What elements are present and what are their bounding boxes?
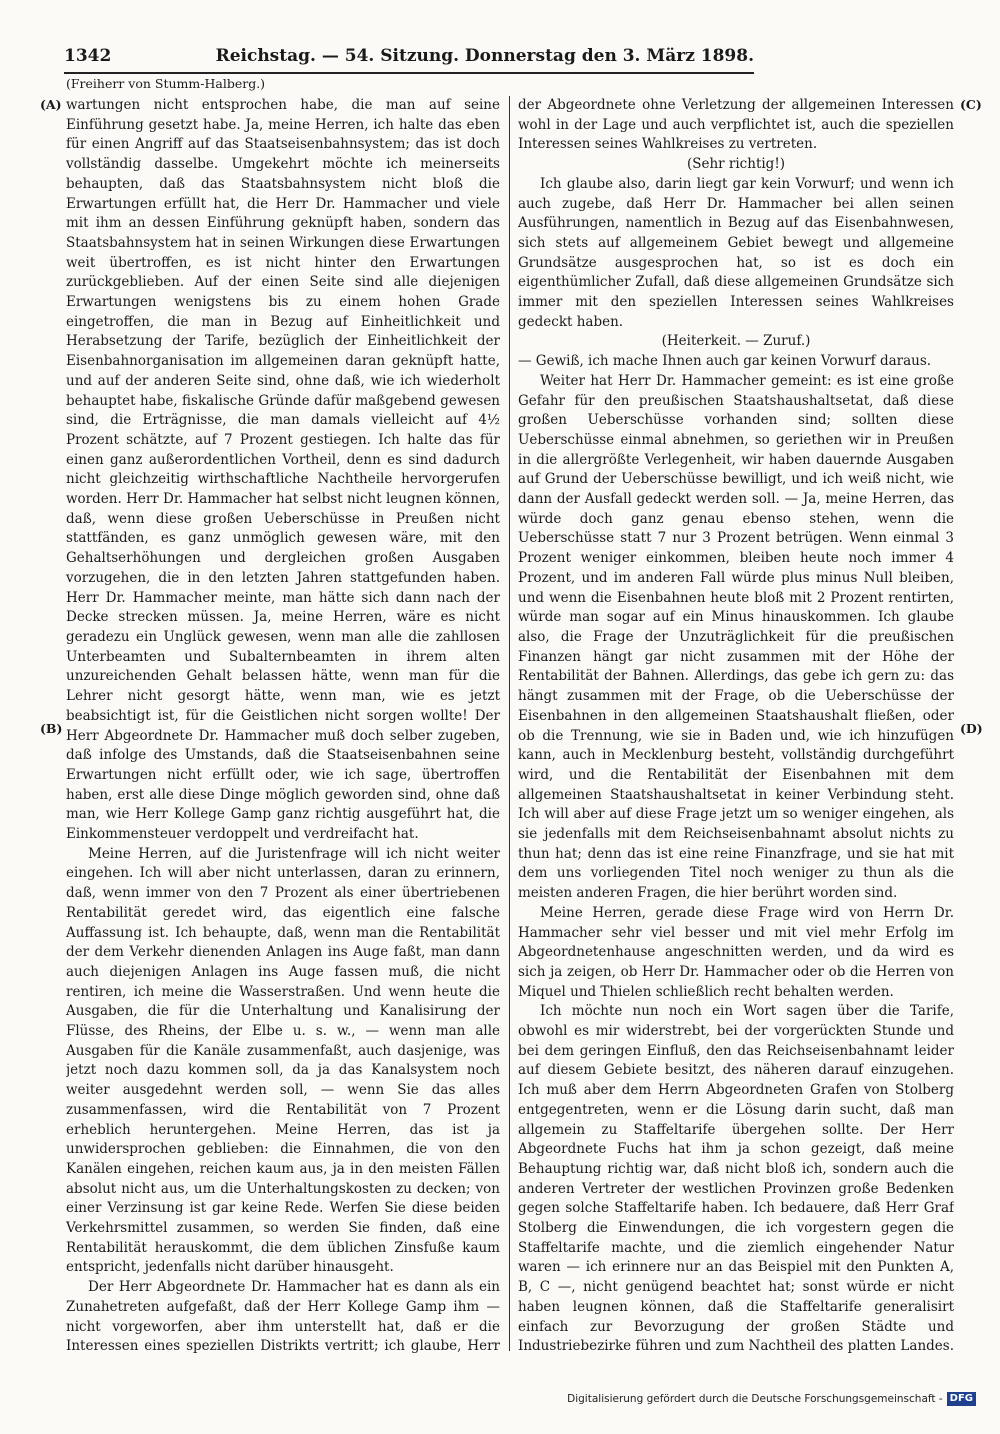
margin-marker-b: (B) xyxy=(40,721,63,736)
footer-text: Digitalisierung gefördert durch die Deutsche Forschungsgemeinschaft - xyxy=(567,1393,943,1405)
right-paragraph-4: Weiter hat Herr Dr. Hammacher gemeint: es ist eine große Gefahr für den preußischen Staatshaushaltsetat, daß diese großen Ueberschüsse vorhanden sind; sollten diese Ueberschüsse einmal abnehmen, so geriethen wir in Preußen in die allergrößte Verlegenheit, wir haben dauernde Ausgaben auf Grund der Ueberschüsse bewilligt, und ich weiß nicht, wie dann der Ausfall gedeckt werden soll. — Ja, meine Herren, das würde doch ganz genau ebenso stehen, wenn die Ueberschüsse statt 7 nur 3 Prozent betrügen. Wenn einmal 3 Prozent weniger einkommen, bleiben heute noch immer 4 Prozent, und im anderen Fall würde plus minus Null bleiben, und wenn die Eisenbahnen heute bloß mit 2 Prozent rentirten, würde man sogar auf ein Minus hinauskommen. Ich glaube also, die Frage der Unzuträglichkeit für die preußischen Finanzen hängt gar nicht zusammen mit der Höhe der Rentabilität der Bahnen. Allerdings, das gebe ich gern zu: das hängt zusammen mit der Frage, ob die Ueberschüsse der Eisenbahnen in den allgemeinen Staatshaushalt fließen, oder ob die Trennung, wie sie in Baden und, wie ich hinzufügen kann, auch in Mecklenburg besteht, vollständig durchgeführt wird, und die Rentabilität der Eisenbahnen mit dem allgemeinen Staatshaushaltsetat in keiner Verbindung steht. Ich will aber auf diese Frage jetzt um so weniger eingehen, als sie jedenfalls mit dem Reichseisenbahnamt absolut nichts zu thun hat; denn das ist eine reine Finanzfrage, und sie hat mit dem uns vorliegenden Titel noch weniger zu thun als die meisten anderen Fragen, die hier berührt worden sind. xyxy=(518,372,954,902)
interjection-heiterkeit: (Heiterkeit. — Zuruf.) xyxy=(661,333,811,350)
left-paragraph-1: wartungen nicht entsprochen habe, die man auf seine Einführung gesetzt habe. Ja, meine Herren, ich halte das eben für einen Angriff auf das Staatseisenbahnsystem; das ist doch vollständig dasselbe. Umgekehrt möchte ich meinerseits behaupten, daß das Staatsbahnsystem nicht bloß die Erwartungen erfüllt hat, die Herr Dr. Hammacher und viele mit ihm an dessen Einführung geknüpft haben, sondern das Staatsbahnsystem hat in seinen Wirkungen diese Erwartungen weit übertroffen, es ist nicht hinter den Erwartungen zurückgeblieben. Auf der einen Seite sind alle diejenigen Erwartungen wenigstens bis zu einem hohen Grade eingetroffen, die man in Bezug auf Einheitlichkeit und Herabsetzung der Tarife, bezüglich der Einheitlichkeit der Eisenbahnorganisation im allgemeinen daran geknüpft hatte, und auf der anderen Seite sind, ohne daß, wie ich wiederholt behauptet habe, fiskalische Gründe dafür maßgebend gewesen sind, die Erträgnisse, die man damals vielleicht auf 4½ Prozent schätzte, auf 7 Prozent gestiegen. Ich halte das für einen ganz außerordentlichen Vortheil, denn es sind dadurch nicht gleichzeitig wirthschaftliche Nachtheile hervorgerufen worden. Herr Dr. Hammacher hat selbst nicht leugnen können, daß, wenn diese großen Ueberschüsse in Preußen nicht stattfänden, es ganz unmöglich gewesen wäre, mit den Gehaltserhöhungen und dergleichen großen Ausgaben vorzugehen, die in den letzten Jahren stattgefunden haben. Herr Dr. Hammacher meinte, man hätte sich dann nach der Decke strecken müssen. Ja, meine Herren, wäre es nicht geradezu ein Unglück gewesen, wenn man alle die zahllosen Unterbeamten und Subalternbeamten in ihrem alten unzureichenden Gehalt belassen hätte, wenn man für die Lehrer nicht gesorgt hätte, wenn man, wie es jetzt beabsichtigt ist, für die Geistlichen nicht sorgen wollte! Der Herr Abgeordnete Dr. Hammacher muß doch selber zugeben, daß infolge des Umstands, daß die Staatseisenbahnen seine Erwartungen nicht erfüllt oder, wie ich sage, übertroffen haben, erst alle diese Dinge möglich geworden sind, ohne daß man, wie Herr Kollege Gamp ganz richtig ausgeführt hat, die Einkommensteuer verdoppelt und verdreifacht hat. xyxy=(66,97,500,843)
interjection-sehr-richtig: (Sehr richtig!) xyxy=(686,156,786,173)
margin-marker-d: (D) xyxy=(960,721,983,736)
right-paragraph-3: — Gewiß, ich mache Ihnen auch gar keinen Vorwurf daraus. xyxy=(518,353,932,370)
page-number: 1342 xyxy=(64,46,112,66)
speaker-note: (Freiherr von Stumm-Halberg.) xyxy=(66,76,266,91)
right-paragraph-2: Ich glaube also, darin liegt gar kein Vorwurf; und wenn ich auch zugebe, daß Herr Dr. Hammacher bei allen seinen Ausführungen, namentlich in Bezug auf das Eisenbahnwesen, sich stets auf allgemeinem Gebiet bewegt und allgemeine Grundsätze ausgesprochen hat, so ist es doch ein eigenthümlicher Zufall, daß diese allgemeinen Grundsätze sich immer mit den speziellen Interessen seines Wahlkreises gedeckt haben. xyxy=(518,175,954,330)
dfg-logo: DFG xyxy=(947,1392,976,1406)
left-paragraph-3: Der Herr Abgeordnete Dr. Hammacher hat es dann als ein Zunahetreten aufgefaßt, daß der Herr Kollege Gamp ihm — nicht vorgeworfen, aber ihm unterstellt hat, daß er die Interessen eines speziellen Distrikts vertritt; ich glaube, Herr xyxy=(66,1279,500,1355)
margin-marker-c: (C) xyxy=(960,97,982,112)
digitization-footer xyxy=(567,1392,976,1406)
right-column xyxy=(518,96,954,1356)
left-column xyxy=(66,96,500,1356)
margin-marker-a: (A) xyxy=(40,97,62,112)
column-divider xyxy=(509,96,510,1351)
right-paragraph-5: Meine Herren, gerade diese Frage wird von Herrn Dr. Hammacher sehr viel besser und mit viel mehr Erfolg im Abgeordnetenhause angeschnitten werden, und da wird es sich ja zeigen, ob Herr Dr. Hammacher oder ob die Herren von Miquel und Thielen schließlich recht behalten werden. xyxy=(518,904,954,1000)
page-header xyxy=(64,46,754,72)
running-title: Reichstag. — 54. Sitzung. Donnerstag den 3. März 1898. xyxy=(215,46,754,66)
right-paragraph-1: der Abgeordnete ohne Verletzung der allgemeinen Interessen wohl in der Lage und auch verpflichtet ist, auch die speziellen Interessen seines Wahlkreises zu vertreten. xyxy=(518,97,954,153)
left-paragraph-2: Meine Herren, auf die Juristenfrage will ich nicht weiter eingehen. Ich will aber nicht unterlassen, daran zu erinnern, daß, wenn immer von den 7 Prozent als einer übertriebenen Rentabilität geredet wird, das eigentlich eine falsche Auffassung ist. Ich behaupte, daß, wenn man die Rentabilität der dem Verkehr dienenden Anlagen ins Auge faßt, man dann auch diejenigen Anlagen ins Auge fassen muß, die nicht rentiren, ich meine die Wasserstraßen. Und wenn heute die Ausgaben, die für die Unterhaltung und Kanalisirung der Flüsse, des Rheins, der Elbe u. s. w., — wenn man alle Ausgaben für die Kanäle zusammenfaßt, auch dasjenige, was jetzt noch dazu kommen soll, da ja das Kanalsystem noch weiter ausgedehnt werden soll, — wenn Sie das alles zusammenfassen, wird die Rentabilität von 7 Prozent erheblich heruntergehen. Meine Herren, das ist ja unwidersprochen geblieben: die Einnahmen, die von den Kanälen eingehen, reichen kaum aus, ja in den meisten Fällen absolut nicht aus, um die Unterhaltungskosten zu decken; von einer Verzinsung ist gar keine Rede. Werfen Sie diese beiden Verkehrsmittel zusammen, so werden Sie finden, daß eine Rentabilität herauskommt, die dem üblichen Zinsfuße kaum entspricht, jedenfalls nicht darüber hinausgeht. xyxy=(66,845,500,1276)
header-rule xyxy=(64,72,754,74)
right-paragraph-6: Ich möchte nun noch ein Wort sagen über die Tarife, obwohl es mir widerstrebt, bei der vorgerückten Stunde und bei dem geringen Einfluß, den das Reichseisenbahnamt leider auf diesem Gebiete besitzt, des näheren darauf einzugehen. Ich muß aber dem Herrn Abgeordneten Grafen von Stolberg entgegentreten, wenn er die Lösung darin sucht, daß man allgemein zu Staffeltarife übergehen sollte. Der Herr Abgeordnete Fuchs hat ihm ja schon gezeigt, daß meine Behauptung richtig war, daß nicht bloß ich, sondern auch die anderen Vertreter der westlichen Provinzen große Bedenken gegen solche Staffeltarife haben. Ich bedauere, daß Herr Graf Stolberg die Einwendungen, die ich vorgestern gegen die Staffeltarife machte, und die ziemlich eingehender Natur waren — ich erinnere nur an das Beispiel mit den Punkten A, B, C —, nicht genügend beachtet hat; sonst würde er nicht haben leugnen können, daß die Staffeltarife generalisirt einfach zur Bevorzugung der großen Städte und Industriebezirke führen und zum Nachtheil des platten Landes. xyxy=(518,1003,954,1355)
